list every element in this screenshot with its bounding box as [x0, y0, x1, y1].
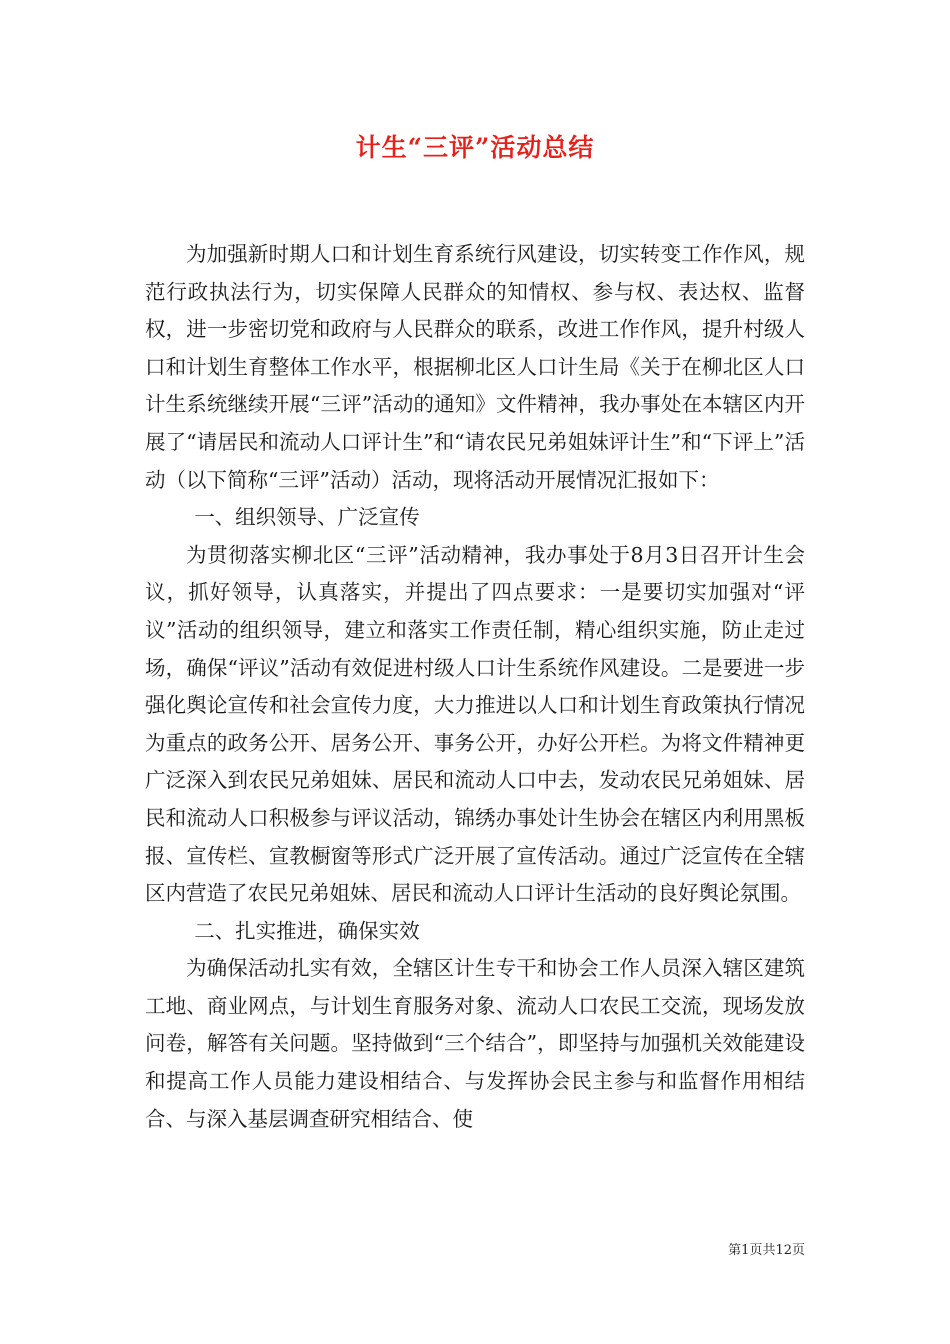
document-body — [145, 236, 805, 1138]
paragraph-intro: 为加强新时期人口和计划生育系统行风建设，切实转变工作作风，规范行政执法行为，切实保障人民群众的知情权、参与权、表达权、监督权，进一步密切党和政府与人民群众的联系，改进工作作风，提升村级人口和计划生育整体工作水平，根据柳北区人口计生局《关于在柳北区人口计生系统继续开展“三评”活动的通知》文件精神，我办事处在本辖区内开展了“请居民和流动人口评计生”和“请农民兄弟姐妹评计生”和“下评上”活动（以下简称“三评”活动）活动，现将活动开展情况汇报如下： — [145, 242, 805, 492]
paragraph-section-1: 为贯彻落实柳北区“三评”活动精神，我办事处于8月3日召开计生会议，抓好领导，认真落实，并提出了四点要求：一是要切实加强对“评议”活动的组织领导，建立和落实工作责任制，精心组织实施，防止走过场，确保“评议”活动有效促进村级人口计生系统作风建设。二是要进一步强化舆论宣传和社会宣传力度，大力推进以人口和计划生育政策执行情况为重点的政务公开、居务公开、事务公开，办好公开栏。为将文件精神更广泛深入到农民兄弟姐妹、居民和流动人口中去，发动农民兄弟姐妹、居民和流动人口积极参与评议活动，锦绣办事处计生协会在辖区内利用黑板报、宣传栏、宣教橱窗等形式广泛开展了宣传活动。通过广泛宣传在全辖区内营造了农民兄弟姐妹、居民和流动人口评计生活动的良好舆论氛围。 — [145, 542, 805, 906]
paragraph-section-2: 为确保活动扎实有效，全辖区计生专干和协会工作人员深入辖区建筑工地、商业网点，与计划生育服务对象、流动人口农民工交流，现场发放问卷，解答有关问题。坚持做到“三个结合”，即坚持与加强机关效能建设和提高工作人员能力建设相结合、与发挥协会民主参与和监督作用相结合、与深入基层调查研究相结合、使 — [145, 956, 805, 1131]
section-heading-1: 一、组织领导、广泛宣传 — [194, 505, 420, 530]
page-number: 第1页共12页 — [728, 1243, 805, 1258]
document-title: 计生“三评”活动总结 — [355, 133, 595, 162]
section-heading-2: 二、扎实推进，确保实效 — [194, 918, 420, 943]
